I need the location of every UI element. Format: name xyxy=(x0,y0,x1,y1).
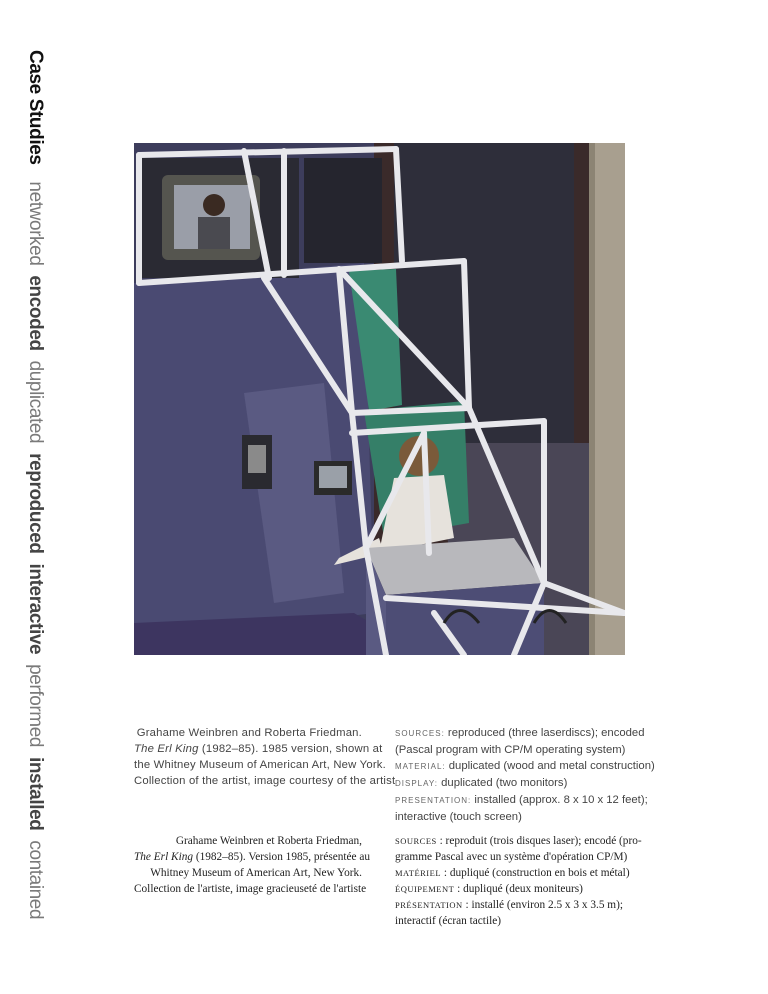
spec-value: reproduced (three laserdiscs); encoded xyxy=(444,727,645,739)
spec-value: duplicated (two monitors) xyxy=(437,777,568,789)
caption-venue: the Whitney Museum of American Art, New York. xyxy=(134,759,386,771)
spec-value-fr: : dupliqué (construction en bois et métal) xyxy=(441,867,630,879)
spec-display-fr xyxy=(395,881,635,897)
caption-artists-fr: Grahame Weinbren et Roberta Friedman, xyxy=(175,835,362,847)
vertical-spine xyxy=(22,50,52,930)
section-title: Case Studies xyxy=(25,50,46,165)
caption-en-credit xyxy=(134,725,396,789)
spec-sources-fr xyxy=(395,833,642,849)
spine-text xyxy=(24,50,46,924)
spine-word: contained xyxy=(25,840,46,920)
caption-collection-fr: Collection de l'artiste, image gracieuseté de l'artiste xyxy=(134,883,367,895)
spec-value-fr: : installé (environ 2.5 x 3 x 3.5 m); xyxy=(462,899,623,911)
spine-word: networked xyxy=(25,181,46,266)
spec-label: SOURCES: xyxy=(395,729,445,738)
spec-presentation xyxy=(395,792,648,809)
spine-word: encoded xyxy=(25,275,46,351)
caption-work-line-fr xyxy=(134,849,371,865)
spec-label: PRESENTATION: xyxy=(395,796,472,805)
spec-material xyxy=(395,758,655,775)
caption-work-line xyxy=(134,741,383,757)
spine-word: installed xyxy=(25,756,46,831)
spec-sources xyxy=(395,725,645,742)
caption-venue-fr: Whitney Museum of American Art, New York. xyxy=(150,867,362,879)
spec-value-fr: : dupliqué (deux moniteurs) xyxy=(454,883,583,895)
spec-display xyxy=(395,775,635,792)
work-date-fr: (1982–85). Version 1985, présentée au xyxy=(193,851,371,863)
spec-sources-cont-fr: gramme Pascal avec un système d'opération CP/M) xyxy=(395,851,628,863)
spec-label-fr: SOURCES xyxy=(395,836,437,846)
spec-label: DISPLAY: xyxy=(395,779,438,788)
caption-collection: Collection of the artist, image courtesy of the artist xyxy=(134,775,396,787)
spec-material-fr xyxy=(395,865,635,881)
spec-presentation-cont: interactive (touch screen) xyxy=(395,811,522,823)
spec-value-fr: : reproduit (trois disques laser); encodé (pro- xyxy=(436,835,642,847)
work-date: (1982–85). 1985 version, shown at xyxy=(198,743,383,755)
spine-word: interactive xyxy=(25,563,46,655)
spec-value: installed (approx. 8 x 10 x 12 feet); xyxy=(471,794,648,806)
spec-label-fr: ÉQUIPEMENT xyxy=(395,884,455,894)
caption-fr-credit xyxy=(134,833,371,897)
work-title-fr: The Erl King xyxy=(134,851,193,863)
spec-presentation-cont-fr: interactif (écran tactile) xyxy=(395,915,501,927)
spec-label-fr: PRÉSENTATION xyxy=(395,900,463,910)
spine-word: reproduced xyxy=(25,453,46,554)
spec-presentation-fr xyxy=(395,897,635,913)
caption-artists: Grahame Weinbren and Roberta Friedman. xyxy=(136,727,362,739)
caption-en-specs xyxy=(395,725,655,825)
work-title: The Erl King xyxy=(134,743,199,755)
spine-word: performed xyxy=(25,664,46,748)
spec-label-fr: MATÉRIEL xyxy=(395,868,442,878)
installation-photo xyxy=(134,143,625,655)
spec-sources-cont: (Pascal program with CP/M operating system) xyxy=(395,744,626,756)
spec-label: MATERIAL: xyxy=(395,762,446,771)
spec-value: duplicated (wood and metal construction) xyxy=(445,760,655,772)
spine-word: duplicated xyxy=(25,360,46,444)
caption-fr-specs xyxy=(395,833,642,929)
